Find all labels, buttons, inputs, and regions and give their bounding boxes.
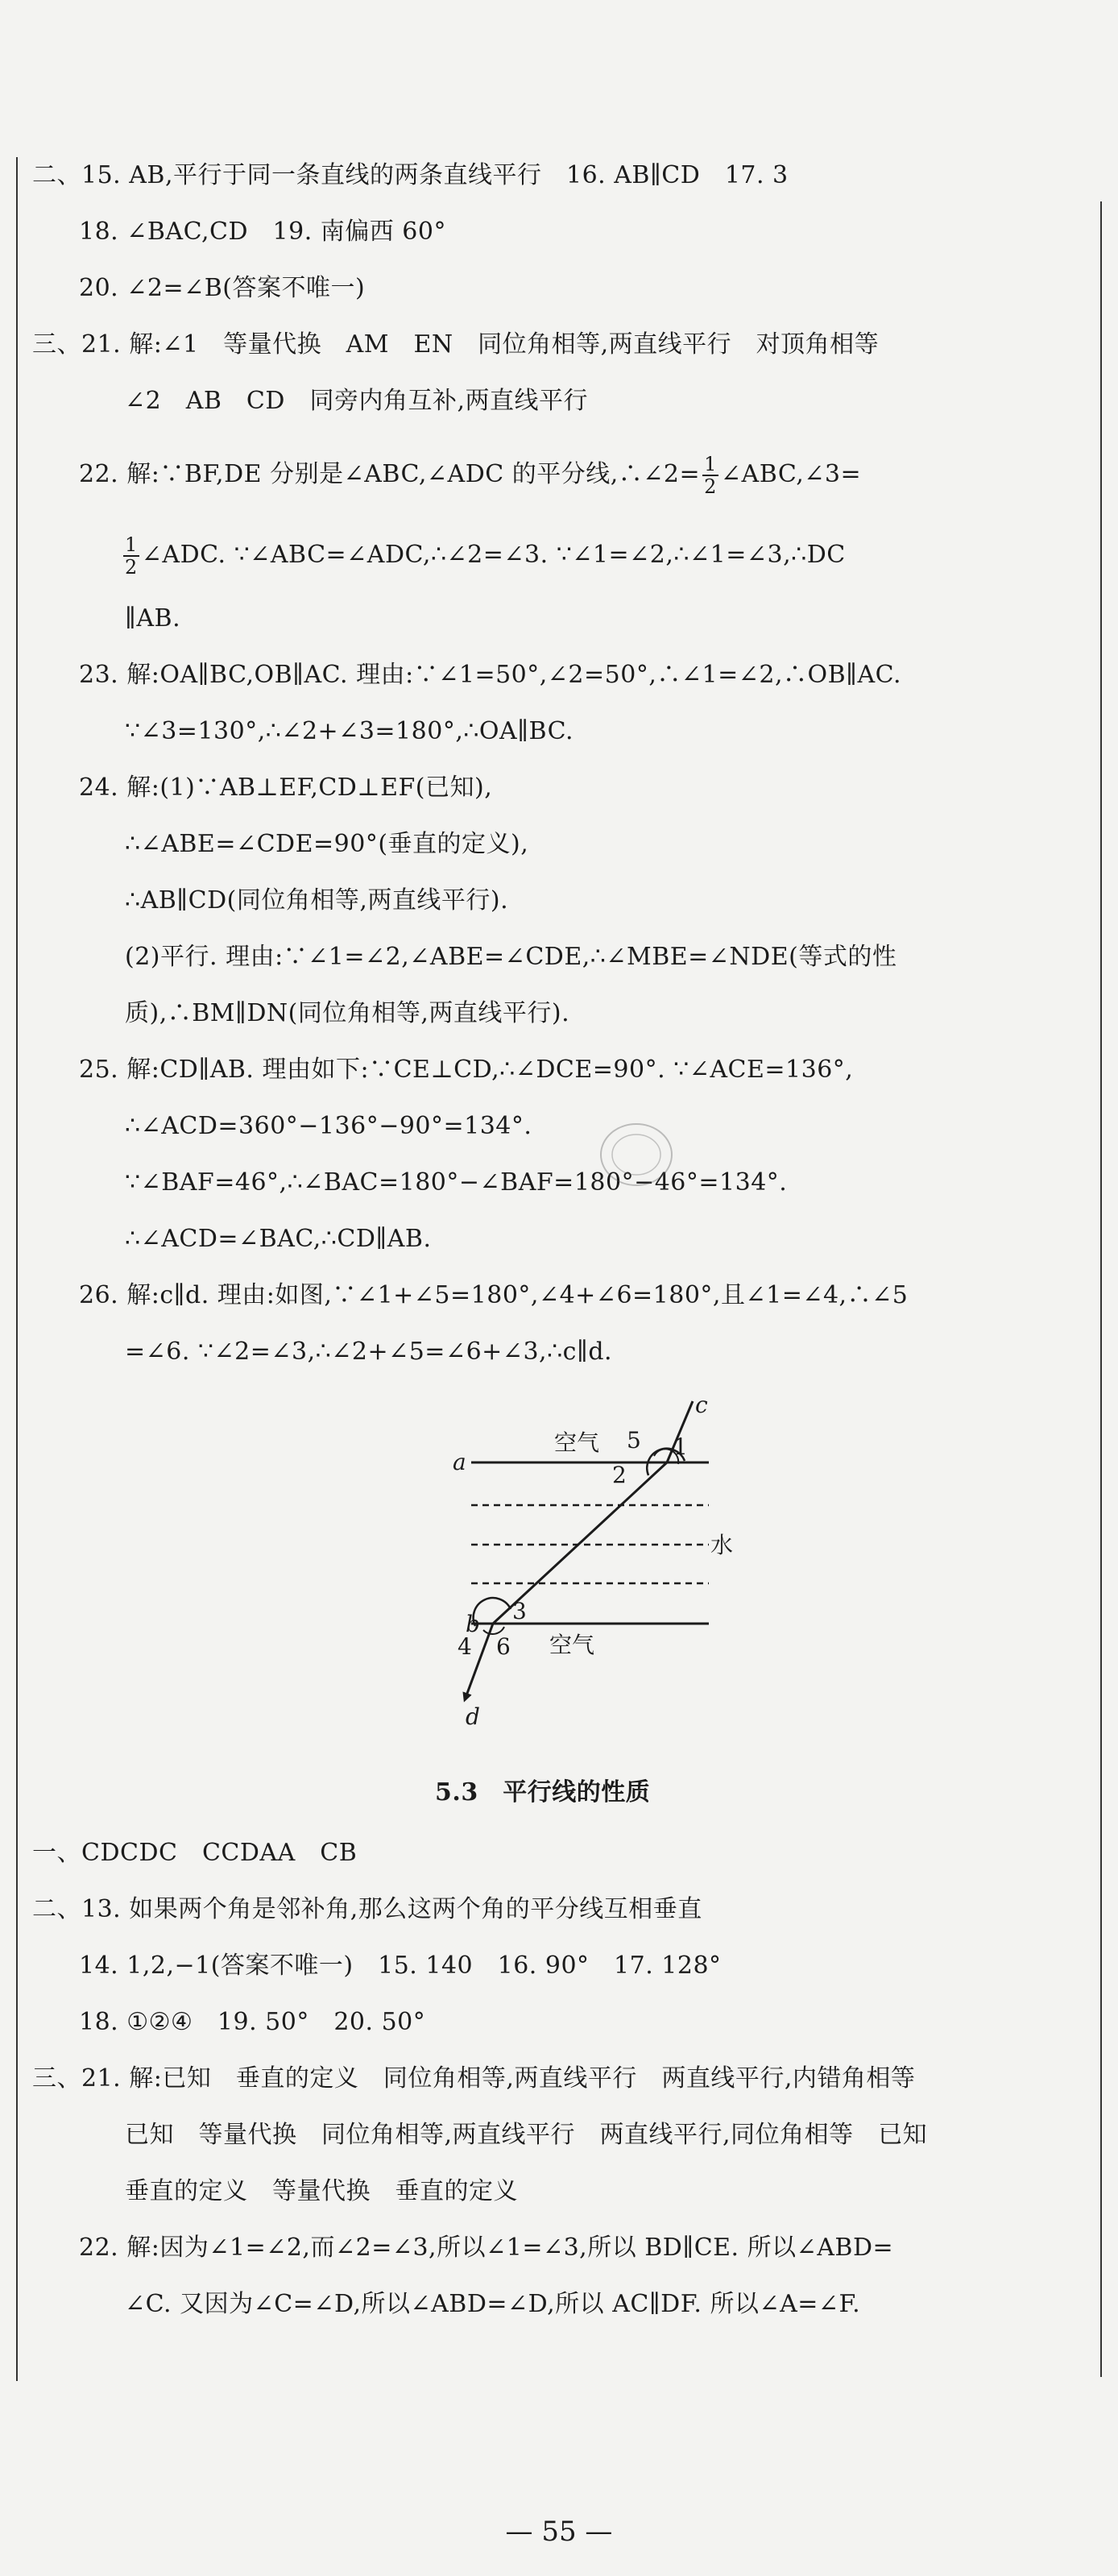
left-margin-rule [16,157,18,2381]
answer-line: 24. 解:(1)∵AB⊥EF,CD⊥EF(已知), [79,774,493,802]
answer-line: 三、21. 解:已知 垂直的定义 同位角相等,两直线平行 两直线平行,内错角相等 [32,2064,916,2093]
answer-line: 25. 解:CD∥AB. 理由如下:∵CE⊥CD,∴∠DCE=90°. ∵∠ACE=136°, [79,1056,854,1084]
fraction-denominator: 2 [704,475,717,498]
fraction-numerator: 1 [125,533,138,556]
answer-line: ∠C. 又因为∠C=∠D,所以∠ABD=∠D,所以 AC∥DF. 所以∠A=∠F. [125,2290,861,2318]
answer-line: ∴∠ABE=∠CDE=90°(垂直的定义), [125,830,529,858]
answer-line: ∴∠ACD=360°−136°−90°=134°. [125,1112,532,1140]
label-angle-4: 4 [458,1633,472,1660]
answer-line: ∥AB. [125,604,181,633]
label-angle-2: 2 [612,1462,627,1488]
right-margin-rule [1100,201,1102,2377]
watermark-stamp [596,1118,677,1191]
label-angle-6: 6 [496,1633,511,1660]
label-angle-1: 1 [673,1433,688,1460]
answer-line: 18. ①②④ 19. 50° 20. 50° [79,2008,426,2036]
fraction-numerator: 1 [704,453,717,475]
answer-line: ∴∠ACD=∠BAC,∴CD∥AB. [125,1225,432,1253]
fraction-denominator: 2 [125,556,138,579]
page-number: — 55 — [505,2516,613,2548]
answer-line: ∵∠3=130°,∴∠2+∠3=180°,∴OA∥BC. [125,717,574,745]
answer-line: ∵∠BAF=46°,∴∠BAC=180°−∠BAF=180°−46°=134°. [125,1168,788,1197]
answer-line: 18. ∠BAC,CD 19. 南偏西 60° [79,218,446,246]
answer-line: 质),∴BM∥DN(同位角相等,两直线平行). [125,999,570,1027]
answer-line: 23. 解:OA∥BC,OB∥AC. 理由:∵∠1=50°,∠2=50°,∴∠1=∠2,∴OB∥AC. [79,661,902,689]
answer-line: 一、CDCDC CCDAA CB [32,1839,358,1867]
answer-line: 二、15. AB,平行于同一条直线的两条直线平行 16. AB∥CD 17. 3 [32,161,789,189]
label-c: c [695,1398,708,1418]
answer-line: ∠2 AB CD 同旁内角互补,两直线平行 [125,387,588,415]
answer-line: 三、21. 解:∠1 等量代换 AM EN 同位角相等,两直线平行 对顶角相等 [32,330,880,359]
label-air-bottom: 空气 [549,1632,595,1658]
q22-text-b: ∠ABC,∠3= [720,460,862,488]
answer-line: 已知 等量代换 同位角相等,两直线平行 两直线平行,同位角相等 已知 [125,2121,928,2149]
label-angle-5: 5 [627,1427,641,1454]
answer-line: 22. 解:因为∠1=∠2,而∠2=∠3,所以∠1=∠3,所以 BD∥CE. 所以∠ABD= [79,2234,894,2262]
label-a: a [453,1449,466,1475]
answer-line: 20. ∠2=∠B(答案不唯一) [79,274,366,302]
label-angle-3: 3 [512,1598,527,1624]
label-d: d [466,1703,480,1730]
label-air-top: 空气 [554,1429,600,1456]
label-water: 水 [710,1532,734,1558]
refraction-diagram [451,1398,749,1765]
section-title: 5.3 平行线的性质 [435,1778,651,1807]
q22-text-a: 22. 解:∵BF,DE 分别是∠ABC,∠ADC 的平分线,∴∠2= [79,460,701,488]
answer-line: ∴AB∥CD(同位角相等,两直线平行). [125,886,509,915]
answer-line: 14. 1,2,−1(答案不唯一) 15. 140 16. 90° 17. 128° [79,1952,722,1980]
q22-line-2 [121,534,846,578]
answer-line: 二、13. 如果两个角是邻补角,那么这两个角的平分线互相垂直 [32,1895,702,1923]
fraction-half [702,454,718,497]
q22-text-c: ∠ADC. ∵∠ABC=∠ADC,∴∠2=∠3. ∵∠1=∠2,∴∠1=∠3,∴DC [141,541,846,569]
q22-line-1 [79,454,861,497]
answer-line: (2)平行. 理由:∵∠1=∠2,∠ABE=∠CDE,∴∠MBE=∠NDE(等式的性 [125,943,897,971]
answer-line: 垂直的定义 等量代换 垂直的定义 [125,2177,518,2205]
answer-line: 26. 解:c∥d. 理由:如图,∵∠1+∠5=180°,∠4+∠6=180°,且∠1=∠4,∴∠5 [79,1281,909,1309]
label-b: b [466,1611,480,1637]
fraction-half [123,534,139,578]
answer-line: =∠6. ∵∠2=∠3,∴∠2+∠5=∠6+∠3,∴c∥d. [125,1338,613,1366]
